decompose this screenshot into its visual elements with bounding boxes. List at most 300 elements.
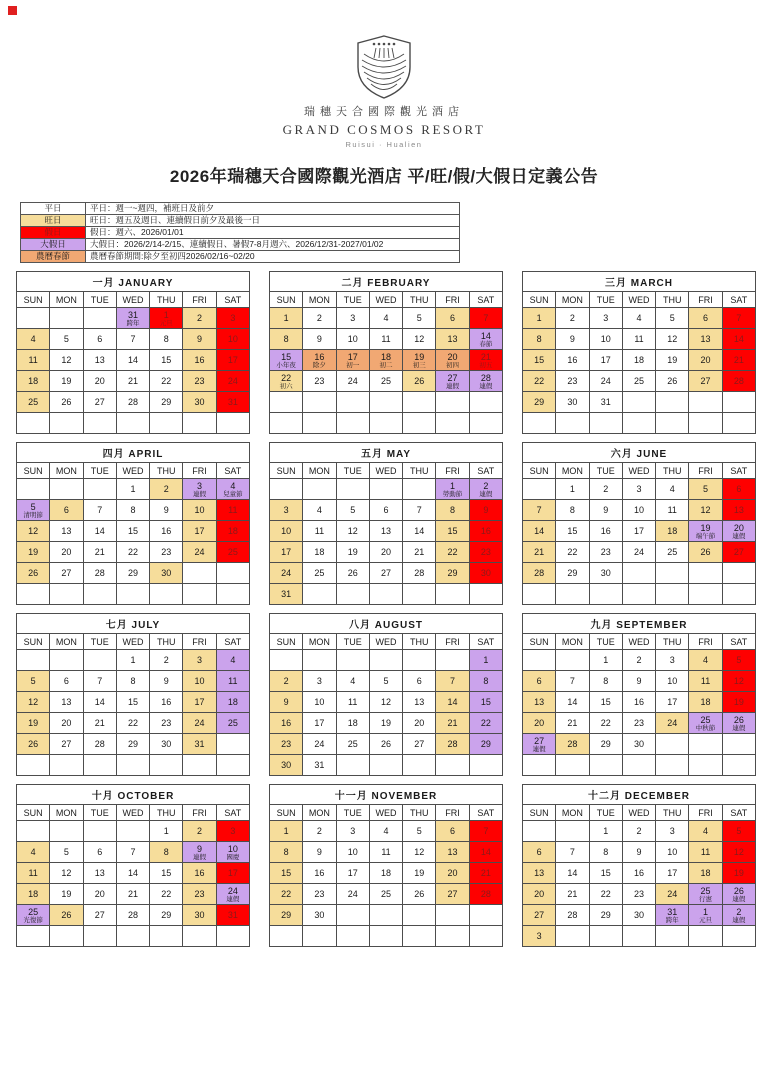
day-cell [523,884,556,905]
day-cell [216,542,249,563]
day-cell [589,563,622,584]
dow-header-thu: THU [150,292,183,308]
day-cell [403,500,436,521]
day-number: 11 [28,868,38,878]
dow-header-tue: TUE [83,805,116,821]
week-row [17,584,250,605]
day-number: 29 [447,568,458,578]
day-cell [469,821,502,842]
day-cell [183,308,216,329]
week-row [523,842,756,863]
day-number: 21 [480,351,491,362]
day-cell [369,821,402,842]
month-title: 十月 OCTOBER [17,785,250,805]
legend-row [21,227,460,239]
dow-header-sat: SAT [216,634,249,650]
day-number: 18 [28,376,39,386]
dow-header-tue: TUE [589,634,622,650]
day-number: 11 [381,334,391,344]
day-number: 12 [61,868,72,878]
day-cell [216,479,249,500]
day-number: 25 [227,718,238,728]
week-row [523,521,756,542]
day-number: 23 [314,376,325,386]
day-note: 跨年 [665,916,679,924]
day-number: 10 [347,334,358,344]
empty-cell [469,584,502,605]
day-cell [689,692,722,713]
empty-cell [50,650,83,671]
day-number: 15 [600,697,611,707]
day-cell [270,755,303,776]
dow-header-sun: SUN [17,292,50,308]
week-row [17,650,250,671]
empty-cell [722,926,755,947]
day-cell [436,542,469,563]
empty-cell [270,479,303,500]
day-cell [116,542,149,563]
empty-cell [216,734,249,755]
day-number: 10 [227,843,238,854]
day-cell [436,479,469,500]
day-number: 4 [230,480,236,491]
day-cell [150,821,183,842]
week-row [17,671,250,692]
empty-cell [469,905,502,926]
hotel-name-en: GRAND COSMOS RESORT [282,122,486,137]
day-cell [150,905,183,926]
day-number: 28 [534,568,545,578]
day-number: 12 [380,697,391,707]
day-cell [369,329,402,350]
empty-cell [523,821,556,842]
day-number: 30 [633,910,644,920]
day-number: 5 [30,676,36,686]
day-number: 30 [281,760,292,770]
day-number: 1 [603,655,609,665]
empty-cell [556,413,589,434]
day-number: 30 [567,397,578,407]
day-number: 1 [703,906,709,917]
day-number: 13 [94,868,105,878]
day-cell [622,842,655,863]
day-cell [403,821,436,842]
day-cell [589,350,622,371]
week-row [17,350,250,371]
day-cell [589,650,622,671]
day-cell [523,734,556,755]
dow-header-sat: SAT [469,292,502,308]
empty-cell [403,479,436,500]
day-number: 29 [534,397,545,407]
day-note: 連假 [732,895,746,903]
empty-cell [656,734,689,755]
empty-cell [656,413,689,434]
day-note: 初三 [412,361,426,369]
day-number: 10 [633,505,644,515]
day-number: 12 [667,334,678,344]
dow-header-wed: WED [369,634,402,650]
day-number: 18 [227,697,238,707]
day-cell [689,821,722,842]
day-cell [270,521,303,542]
dow-header-tue: TUE [83,634,116,650]
day-cell [436,692,469,713]
day-cell [556,905,589,926]
day-cell [116,905,149,926]
day-number: 3 [283,505,289,515]
legend-desc: 旺日：週五及週日、連續假日前夕及最後一日 [86,215,460,227]
week-row [17,392,250,413]
dow-header-wed: WED [622,634,655,650]
day-number: 23 [314,889,325,899]
day-number: 6 [703,313,709,323]
week-row [523,671,756,692]
dow-header-sat: SAT [722,634,755,650]
week-row [270,671,503,692]
day-number: 5 [736,826,742,836]
empty-cell [270,413,303,434]
day-cell [436,500,469,521]
header [0,0,768,187]
week-row [270,500,503,521]
week-row [270,350,503,371]
empty-cell [436,650,469,671]
day-number: 20 [94,889,105,899]
day-number: 1 [450,480,456,491]
week-row [523,650,756,671]
day-cell [722,500,755,521]
day-number: 23 [480,547,491,557]
empty-cell [50,821,83,842]
day-number: 21 [534,547,545,557]
day-number: 16 [633,697,644,707]
empty-cell [722,755,755,776]
day-cell [556,371,589,392]
empty-cell [403,926,436,947]
day-cell [216,521,249,542]
day-cell [116,842,149,863]
week-row [270,692,503,713]
day-cell [216,650,249,671]
day-number: 31 [127,309,138,320]
day-number: 11 [700,676,711,686]
day-number: 14 [447,697,458,707]
day-cell [556,329,589,350]
day-cell [589,542,622,563]
day-cell [436,863,469,884]
dow-header-fri: FRI [689,634,722,650]
day-cell [336,713,369,734]
day-number: 4 [230,655,236,665]
day-number: 7 [130,847,136,857]
day-number: 24 [347,889,358,899]
month-calendar-5 [269,442,503,605]
day-number: 15 [480,697,491,707]
empty-cell [303,413,336,434]
day-cell [589,308,622,329]
day-number: 10 [194,505,205,515]
day-cell [689,884,722,905]
day-cell [303,884,336,905]
empty-cell [369,926,402,947]
day-cell [469,563,502,584]
day-number: 4 [383,826,389,836]
day-cell [722,884,755,905]
week-row [270,392,503,413]
legend-table [20,202,460,263]
day-number: 3 [197,480,203,491]
dow-header-mon: MON [50,805,83,821]
day-cell [556,884,589,905]
week-row [270,884,503,905]
day-number: 2 [197,826,203,836]
day-number: 24 [314,739,325,749]
week-row [270,842,503,863]
day-number: 14 [94,526,105,536]
dow-header-wed: WED [116,805,149,821]
dow-header-wed: WED [116,292,149,308]
day-cell [216,884,249,905]
empty-cell [556,926,589,947]
day-number: 9 [603,505,609,515]
day-number: 21 [447,718,458,728]
empty-cell [336,413,369,434]
day-cell [722,713,755,734]
day-number: 21 [480,868,491,878]
day-cell [50,692,83,713]
day-cell [270,308,303,329]
day-cell [216,500,249,521]
empty-cell [50,479,83,500]
empty-cell [216,755,249,776]
day-cell [403,329,436,350]
day-number: 27 [700,376,711,386]
empty-cell [656,392,689,413]
empty-cell [17,650,50,671]
dow-header-wed: WED [622,463,655,479]
day-number: 28 [567,910,578,920]
day-cell [270,842,303,863]
day-cell [270,584,303,605]
day-cell [17,371,50,392]
day-number: 6 [97,334,103,344]
week-row [17,308,250,329]
day-cell [150,842,183,863]
day-cell [622,500,655,521]
day-note: 連假 [446,382,460,390]
day-cell [303,542,336,563]
empty-cell [116,926,149,947]
empty-cell [523,479,556,500]
day-cell [403,563,436,584]
day-number: 12 [414,334,425,344]
day-number: 7 [483,313,489,323]
empty-cell [689,392,722,413]
day-cell [303,713,336,734]
week-row [523,329,756,350]
day-cell [183,671,216,692]
dow-header-thu: THU [150,463,183,479]
dow-header-thu: THU [403,634,436,650]
day-number: 25 [28,906,39,917]
legend-swatch-purple: 大假日 [21,239,86,251]
dow-header-sat: SAT [722,805,755,821]
week-row [523,563,756,584]
day-number: 13 [414,697,425,707]
day-cell [523,905,556,926]
day-number: 5 [350,505,356,515]
dow-header-wed: WED [369,805,402,821]
day-cell [216,308,249,329]
month-calendar-8 [269,613,503,776]
day-number: 25 [380,376,391,386]
day-number: 3 [669,826,675,836]
day-cell [523,371,556,392]
day-number: 27 [447,889,458,899]
day-number: 16 [567,355,578,365]
day-cell [469,521,502,542]
day-number: 21 [127,889,138,899]
day-cell [150,329,183,350]
month-title: 十一月 NOVEMBER [270,785,503,805]
day-number: 14 [94,697,105,707]
day-cell [722,350,755,371]
dow-header-wed: WED [116,463,149,479]
day-cell [303,734,336,755]
day-cell [116,479,149,500]
week-row [17,863,250,884]
day-number: 1 [536,313,542,323]
day-cell [303,521,336,542]
day-cell [303,563,336,584]
day-number: 13 [61,697,72,707]
month-title: 十二月 DECEMBER [523,785,756,805]
day-number: 23 [194,889,205,899]
empty-cell [403,755,436,776]
day-number: 3 [350,313,356,323]
day-number: 3 [197,655,203,665]
day-number: 15 [447,526,458,536]
week-row [17,734,250,755]
day-number: 17 [633,526,644,536]
day-number: 17 [194,526,205,536]
day-cell [83,521,116,542]
day-cell [336,671,369,692]
empty-cell [469,926,502,947]
day-cell [722,308,755,329]
day-cell [116,884,149,905]
day-number: 28 [94,739,105,749]
day-cell [656,863,689,884]
day-number: 9 [163,676,169,686]
day-note: 跨年 [126,319,140,327]
week-row [17,329,250,350]
empty-cell [622,563,655,584]
day-number: 10 [667,676,678,686]
day-number: 19 [380,718,391,728]
day-cell [622,713,655,734]
day-number: 6 [63,505,69,515]
day-cell [50,884,83,905]
day-cell [369,500,402,521]
day-number: 16 [194,355,205,365]
day-cell [303,500,336,521]
empty-cell [436,905,469,926]
day-cell [436,842,469,863]
day-number: 28 [567,739,578,749]
dow-header-fri: FRI [183,463,216,479]
day-number: 9 [163,505,169,515]
day-cell [369,308,402,329]
day-note: 端午節 [695,532,716,540]
day-cell [403,863,436,884]
empty-cell [83,479,116,500]
day-number: 4 [30,847,36,857]
day-cell [50,563,83,584]
day-number: 25 [347,739,358,749]
day-number: 4 [636,313,642,323]
day-cell [656,542,689,563]
month-calendar-6 [522,442,756,605]
day-cell [689,905,722,926]
day-cell [83,905,116,926]
empty-cell [303,650,336,671]
day-cell [589,521,622,542]
day-note: 光復節 [23,916,43,924]
day-cell [116,563,149,584]
day-cell [83,863,116,884]
dow-header-wed: WED [622,805,655,821]
day-cell [622,350,655,371]
day-cell [556,308,589,329]
empty-cell [369,479,402,500]
dow-header-tue: TUE [336,805,369,821]
dow-header-thu: THU [656,634,689,650]
day-number: 21 [733,355,744,365]
day-number: 25 [380,889,391,899]
day-number: 20 [447,351,458,362]
day-cell [150,392,183,413]
week-row [270,734,503,755]
dow-header-sat: SAT [722,463,755,479]
day-cell [116,650,149,671]
day-number: 30 [161,568,172,578]
day-number: 12 [28,526,39,536]
day-number: 30 [480,568,491,578]
day-cell [556,863,589,884]
empty-cell [589,584,622,605]
week-row [17,371,250,392]
week-row [270,329,503,350]
month-calendar-7 [16,613,250,776]
week-row [523,371,756,392]
day-number: 2 [636,826,642,836]
day-cell [83,692,116,713]
day-cell [469,884,502,905]
empty-cell [722,584,755,605]
month-title: 一月 JANUARY [17,272,250,292]
day-cell [369,863,402,884]
day-number: 30 [633,739,644,749]
day-number: 25 [633,376,644,386]
day-cell [722,671,755,692]
day-number: 18 [314,547,325,557]
day-cell [150,479,183,500]
day-number: 2 [636,655,642,665]
day-cell [17,713,50,734]
day-number: 2 [163,655,169,665]
